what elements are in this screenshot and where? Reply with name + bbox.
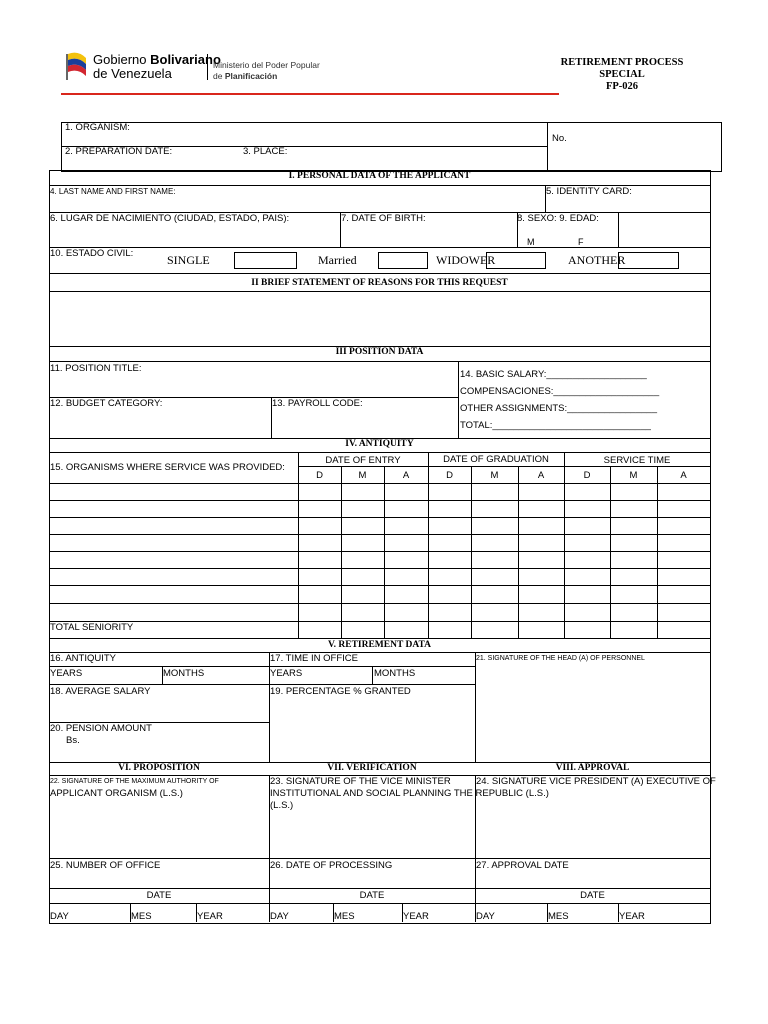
sex-age-label: 8. SEXO: 9. EDAD: xyxy=(517,213,599,224)
head-personnel-signature-label: 21. SIGNATURE OF THE HEAD (A) OF PERSONNEL xyxy=(476,655,645,662)
widower-checkbox[interactable] xyxy=(486,252,546,269)
antiquity-years-label: YEARS xyxy=(50,668,83,679)
month-field-1: MES xyxy=(131,911,152,922)
day-field-2: DAY xyxy=(270,911,289,922)
approval-date-label: 27. APPROVAL DATE xyxy=(476,860,569,871)
service-time-header: SERVICE TIME xyxy=(603,455,671,466)
budget-category-label: 12. BUDGET CATEGORY: xyxy=(50,398,163,409)
date-of-entry-header: DATE OF ENTRY xyxy=(325,455,401,466)
sex-f-label: F xyxy=(578,237,584,247)
section-antiquity-title: IV. ANTIQUITY xyxy=(345,439,414,449)
year-field-1: YEAR xyxy=(197,911,223,922)
pension-amount-label: 20. PENSION AMOUNT xyxy=(50,723,152,734)
date-header-2: DATE xyxy=(359,890,385,901)
widower-label: WIDOWER xyxy=(436,253,496,267)
office-number-label: 25. NUMBER OF OFFICE xyxy=(50,860,161,871)
total-seniority-label: TOTAL SENIORITY xyxy=(50,622,134,633)
grad-d-header: D xyxy=(446,470,453,481)
max-authority-signature-label: 22. SIGNATURE OF THE MAXIMUM AUTHORITY OF xyxy=(50,778,219,785)
position-title-label: 11. POSITION TITLE: xyxy=(50,363,142,374)
table-row[interactable] xyxy=(49,534,710,535)
form-title: RETIREMENT PROCESS SPECIAL FP-026 xyxy=(560,57,684,92)
applicant-organism-label: APPLICANT ORGANISM (L.S.) xyxy=(50,788,183,799)
ministry-logo-text: Ministerio del Poder Popular de Planificación xyxy=(213,60,320,81)
married-checkbox[interactable] xyxy=(378,252,428,269)
section-position-data-title: III POSITION DATA xyxy=(335,347,424,357)
another-label: ANOTHER xyxy=(568,253,626,267)
table-row[interactable] xyxy=(49,483,710,484)
total-label: TOTAL:______________________________ xyxy=(460,420,651,431)
antiquity-months-label: MONTHS xyxy=(163,668,205,679)
percentage-granted-label: 19. PERCENTAGE % GRANTED xyxy=(270,686,411,697)
service-d-header: D xyxy=(583,470,591,481)
table-row[interactable] xyxy=(49,551,710,552)
organism-label: 1. ORGANISM: xyxy=(65,122,130,133)
month-field-2: MES xyxy=(334,911,355,922)
approval-title: VIII. APPROVAL xyxy=(555,763,630,773)
single-checkbox[interactable] xyxy=(234,252,297,269)
average-salary-label: 18. AVERAGE SALARY xyxy=(50,686,151,697)
other-assignments-label: OTHER ASSIGNMENTS:_________________ xyxy=(460,403,657,414)
venezuela-flag-icon xyxy=(64,52,90,85)
office-months-label: MONTHS xyxy=(374,668,416,679)
entry-a-header: A xyxy=(402,470,410,481)
date-of-birth-label: 7. DATE OF BIRTH: xyxy=(341,213,426,224)
header-red-rule xyxy=(61,93,559,95)
organisms-label: 15. ORGANISMS WHERE SERVICE WAS PROVIDED: xyxy=(50,462,285,473)
service-a-header: A xyxy=(680,470,687,481)
day-field-1: DAY xyxy=(50,911,69,922)
preparation-date-label: 2. PREPARATION DATE: xyxy=(65,146,173,157)
identity-card-label: 5. IDENTITY CARD: xyxy=(546,186,632,197)
vice-minister-signature-label: 23. SIGNATURE OF THE VICE MINISTER xyxy=(270,776,451,787)
office-years-label: YEARS xyxy=(270,668,303,679)
payroll-code-label: 13. PAYROLL CODE: xyxy=(272,398,363,409)
table-row[interactable] xyxy=(49,585,710,586)
section-retirement-data-title: V. RETIREMENT DATA xyxy=(327,640,432,650)
entry-m-header: M xyxy=(358,470,367,481)
month-field-3: MES xyxy=(548,911,569,922)
grad-a-header: A xyxy=(537,470,545,481)
table-row[interactable] xyxy=(49,517,710,518)
entry-d-header: D xyxy=(316,470,323,481)
table-row[interactable] xyxy=(49,603,710,604)
number-label: No. xyxy=(552,133,567,144)
name-label: 4. LAST NAME AND FIRST NAME: xyxy=(50,187,176,196)
date-of-processing-label: 26. DATE OF PROCESSING xyxy=(270,860,393,871)
date-header-3: DATE xyxy=(580,890,605,901)
basic-salary-label: 14. BASIC SALARY:___________________ xyxy=(460,369,647,380)
table-row[interactable] xyxy=(49,568,710,569)
year-field-3: YEAR xyxy=(619,911,645,922)
antiquity-label: 16. ANTIQUITY xyxy=(50,653,116,664)
civil-status-label: 10. ESTADO CIVIL: xyxy=(50,248,134,259)
sex-m-label: M xyxy=(527,237,535,247)
year-field-2: YEAR xyxy=(403,911,429,922)
institutional-planning-label: INSTITUTIONAL AND SOCIAL PLANNING THE REPUBLIC (L.S.) xyxy=(270,788,549,799)
ls-label: (L.S.) xyxy=(270,800,294,811)
date-of-graduation-header: DATE OF GRADUATION xyxy=(443,454,549,465)
service-m-header: M xyxy=(629,470,638,481)
day-field-3: DAY xyxy=(476,911,495,922)
reasons-textarea[interactable] xyxy=(50,292,708,345)
bolivares-label: Bs. xyxy=(66,735,80,746)
section-personal-data-title: I. PERSONAL DATA OF THE APPLICANT xyxy=(288,171,471,181)
table-row[interactable] xyxy=(49,500,710,501)
vice-president-signature-label: 24. SIGNATURE VICE PRESIDENT (A) EXECUTIVE OF xyxy=(476,776,716,787)
time-in-office-label: 17. TIME IN OFFICE xyxy=(270,653,358,664)
compensations-label: COMPENSACIONES:____________________ xyxy=(460,386,660,397)
married-label: Married xyxy=(318,253,357,267)
place-label: 3. PLACE: xyxy=(243,146,288,157)
verification-title: VII. VERIFICATION xyxy=(327,763,417,773)
date-header-1: DATE xyxy=(146,890,172,901)
government-logo-text: Gobierno Bolivariano de Venezuela xyxy=(93,52,221,81)
birthplace-label: 6. LUGAR DE NACIMIENTO (CIUDAD, ESTADO, PAIS): xyxy=(50,213,290,224)
another-checkbox[interactable] xyxy=(618,252,679,269)
section-reasons-title: II BRIEF STATEMENT OF REASONS FOR THIS REQUEST xyxy=(251,278,508,288)
proposition-title: VI. PROPOSITION xyxy=(118,763,200,773)
grad-m-header: M xyxy=(490,470,499,481)
single-label: SINGLE xyxy=(167,253,210,267)
